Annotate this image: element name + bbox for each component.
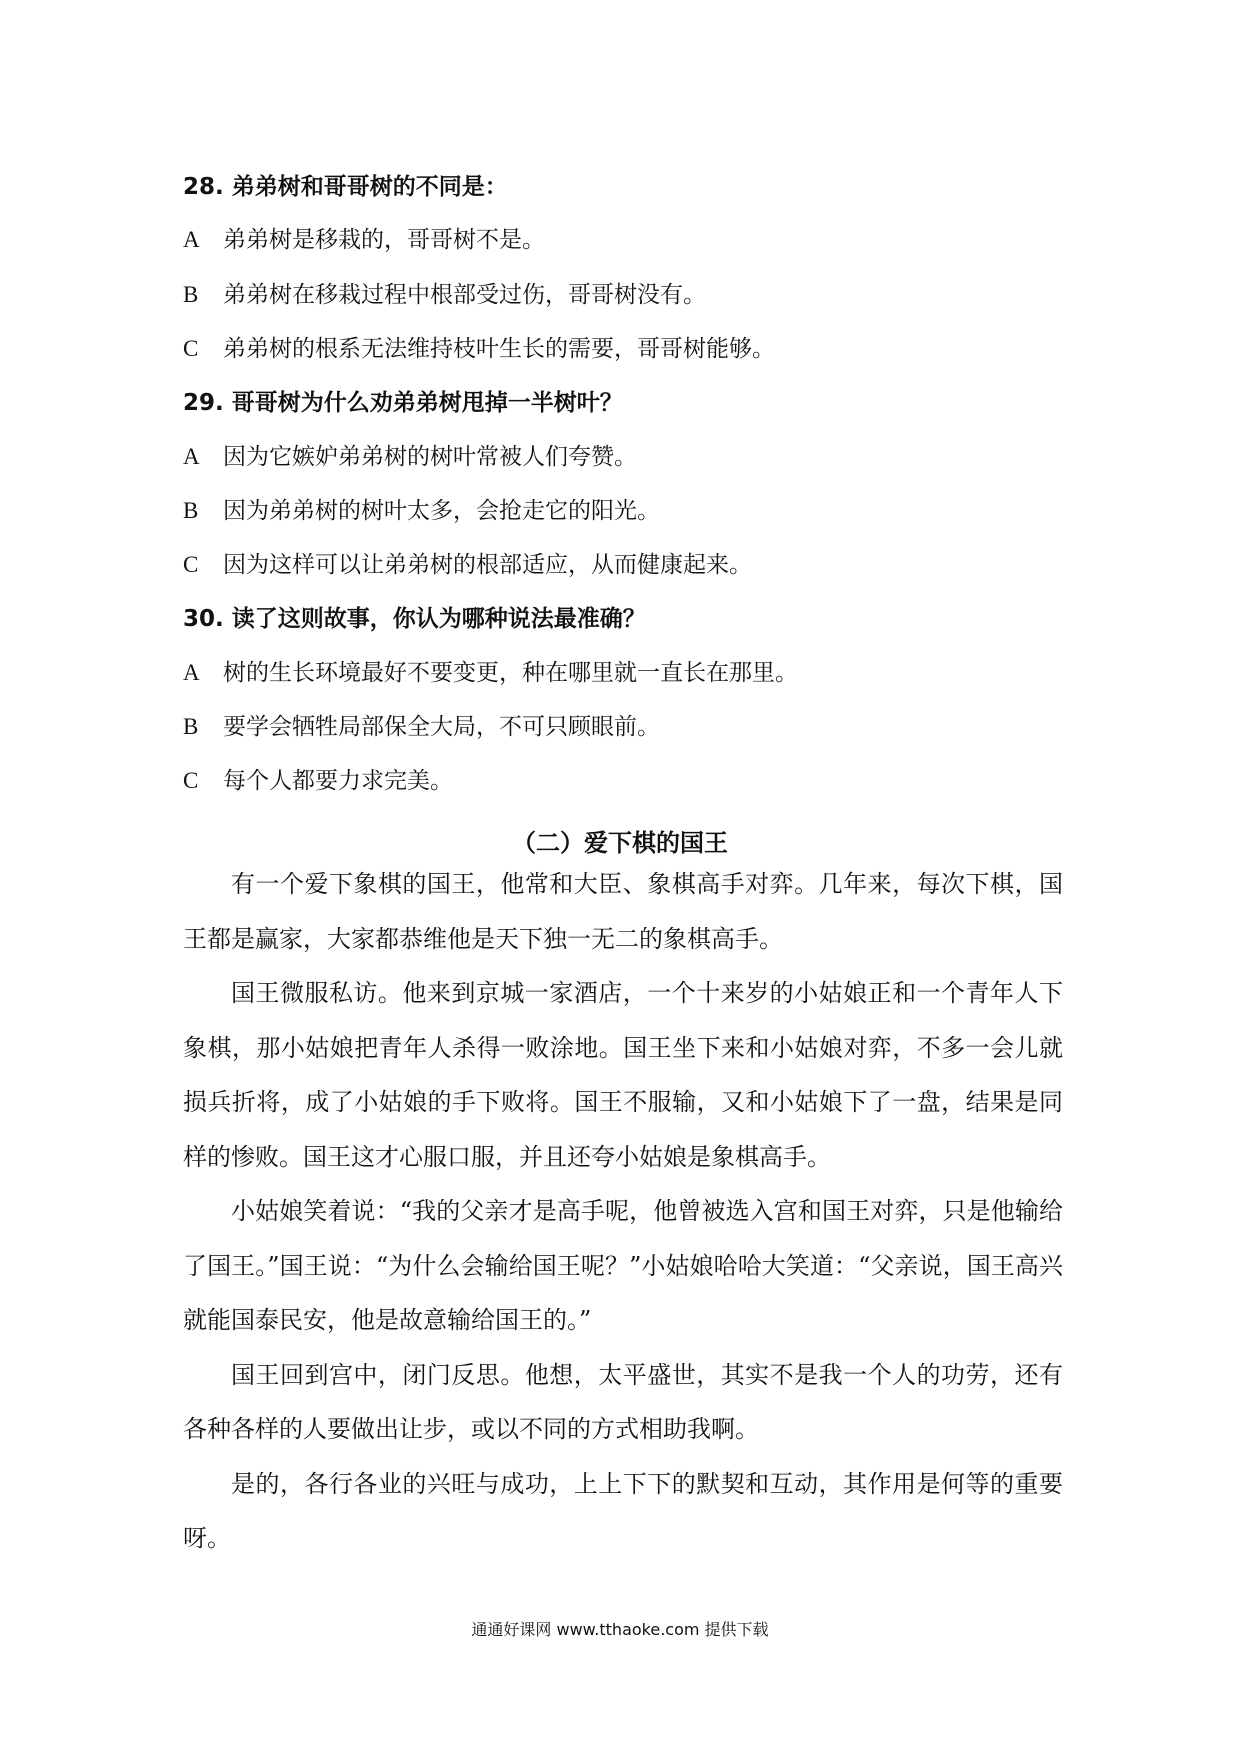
option-letter: A xyxy=(183,227,200,252)
option-text: 因为这样可以让弟弟树的根部适应，从而健康起来。 xyxy=(223,552,752,578)
page-footer: 通通好课网 www.tthaoke.com 提供下载 xyxy=(471,1620,769,1639)
question-28-title: 28. 弟弟树和哥哥树的不同是： xyxy=(183,174,508,200)
option-text: 弟弟树在移栽过程中根部受过伤，哥哥树没有。 xyxy=(223,282,706,308)
option-text: 因为它嫉妒弟弟树的树叶常被人们夸赞。 xyxy=(223,444,637,470)
question-28-option-c xyxy=(183,330,775,363)
option-letter: C xyxy=(183,552,199,577)
question-29-title: 29. 哥哥树为什么劝弟弟树甩掉一半树叶？ xyxy=(183,390,623,416)
question-29-option-a xyxy=(183,438,637,471)
question-29-option-c xyxy=(183,546,752,579)
story-paragraph: 国王微服私访。他来到京城一家酒店，一个十来岁的小姑娘正和一个青年人下象棋，那小姑娘把青年人杀得一败涂地。国王坐下来和小姑娘对弈，不多一会儿就损兵折将，成了小姑娘的手下败将。国王不服输，又和小姑娘下了一盘，结果是同样的惨败。国王这才心服口服，并且还夸小姑娘是象棋高手。 xyxy=(183,979,1063,1171)
option-text: 弟弟树的根系无法维持枝叶生长的需要，哥哥树能够。 xyxy=(223,336,775,362)
story-paragraph: 国王回到宫中，闭门反思。他想，太平盛世，其实不是我一个人的功劳，还有各种各样的人要做出让步，或以不同的方式相助我啊。 xyxy=(183,1360,1063,1443)
option-text: 每个人都要力求完美。 xyxy=(223,768,453,794)
question-28-option-a xyxy=(183,221,545,254)
option-letter: C xyxy=(183,768,199,793)
story-paragraph: 是的，各行各业的兴旺与成功，上上下下的默契和互动，其作用是何等的重要呀。 xyxy=(183,1469,1063,1552)
story-paragraph: 有一个爱下象棋的国王，他常和大臣、象棋高手对弈。几年来，每次下棋，国王都是赢家，大家都恭维他是天下独一无二的象棋高手。 xyxy=(183,870,1063,953)
question-28-option-b xyxy=(183,276,706,309)
option-text: 树的生长环境最好不要变更，种在哪里就一直长在那里。 xyxy=(223,660,798,686)
question-30-title: 30. 读了这则故事，你认为哪种说法最准确？ xyxy=(183,606,646,632)
option-letter: A xyxy=(183,660,200,685)
question-29-option-b xyxy=(183,492,660,525)
option-letter: B xyxy=(183,282,199,307)
option-letter: C xyxy=(183,336,199,361)
question-30-option-a xyxy=(183,654,798,687)
option-text: 要学会牺牲局部保全大局，不可只顾眼前。 xyxy=(223,714,660,740)
story-paragraph: 小姑娘笑着说：“我的父亲才是高手呢，他曾被选入宫和国王对弈，只是他输给了国王。”国王说：“为什么会输给国王呢？”小姑娘哈哈大笑道：“父亲说，国王高兴就能国泰民安，他是故意输给国王的。” xyxy=(183,1197,1063,1334)
question-30-option-c xyxy=(183,762,453,795)
option-text: 因为弟弟树的树叶太多，会抢走它的阳光。 xyxy=(223,498,660,524)
story-body xyxy=(183,857,1063,1566)
option-letter: B xyxy=(183,714,199,739)
option-letter: B xyxy=(183,498,199,523)
story-title: （二）爱下棋的国王 xyxy=(512,829,728,857)
option-text: 弟弟树是移栽的，哥哥树不是。 xyxy=(223,227,545,253)
option-letter: A xyxy=(183,444,200,469)
question-30-option-b xyxy=(183,708,660,741)
